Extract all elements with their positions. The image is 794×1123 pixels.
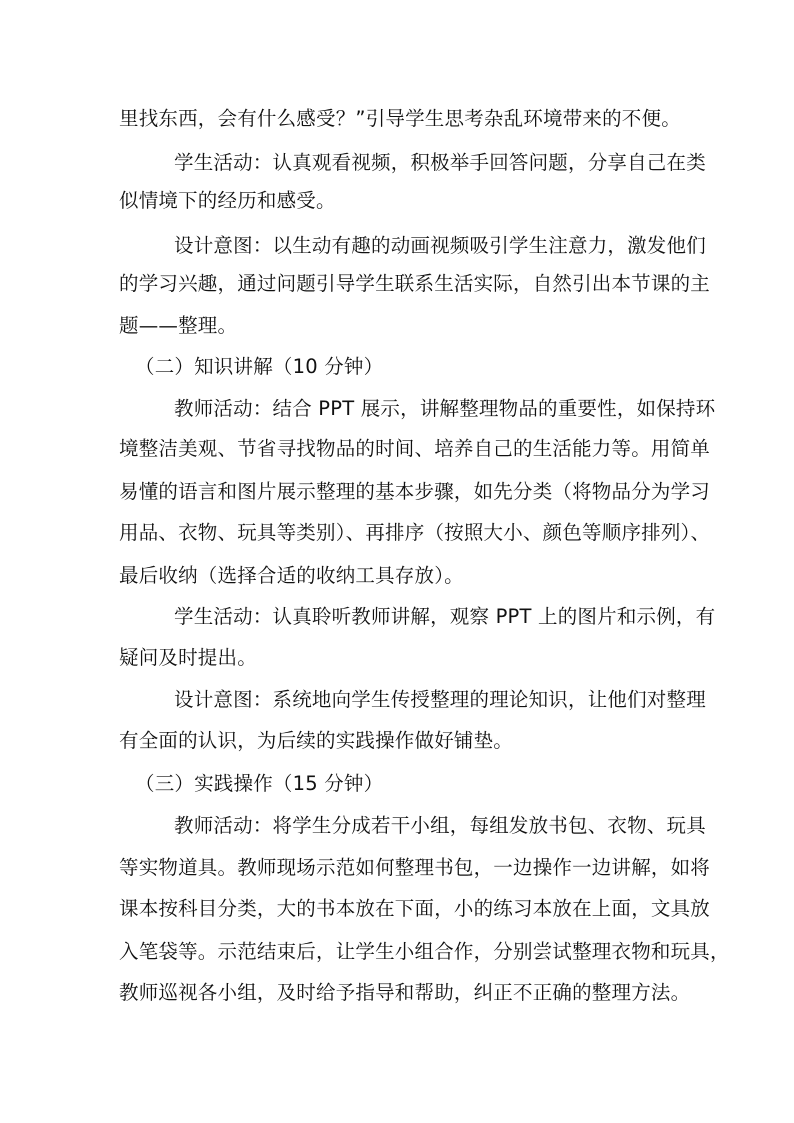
text-line: 里找东西，会有什么感受？”引导学生思考杂乱环境带来的不便。: [119, 107, 681, 130]
text-line: 课本按科目分类，大的书本放在下面，小的练习本放在上面，文具放: [119, 897, 711, 920]
text-line: 最后收纳（选择合适的收纳工具存放）。: [119, 564, 464, 587]
section-heading: （二）知识讲解（10 分钟）: [135, 355, 384, 378]
text-line: 题——整理。: [119, 314, 238, 337]
section-heading: （三）实践操作（15 分钟）: [135, 772, 384, 795]
text-line: 境整洁美观、节省寻找物品的时间、培养自己的生活能力等。用简单: [119, 437, 711, 460]
text-line: 有全面的认识，为后续的实践操作做好铺垫。: [119, 729, 514, 752]
text-line: 易懂的语言和图片展示整理的基本步骤，如先分类（将物品分为学习: [119, 480, 711, 503]
text-line: 设计意图：以生动有趣的动画视频吸引学生注意力，激发他们: [174, 234, 706, 257]
text-line: 教师活动：结合 PPT 展示，讲解整理物品的重要性，如保持环: [174, 397, 716, 420]
text-line: 设计意图：系统地向学生传授整理的理论知识，让他们对整理: [174, 688, 706, 711]
text-line: 用品、衣物、玩具等类别）、再排序（按照大小、颜色等顺序排列）、: [119, 521, 711, 544]
text-line: 教师活动：将学生分成若干小组，每组发放书包、衣物、玩具: [174, 814, 706, 837]
text-line: 学生活动：认真聆听教师讲解，观察 PPT 上的图片和示例，有: [174, 605, 716, 628]
text-line: 疑问及时提出。: [119, 646, 257, 669]
text-line: 的学习兴趣，通过问题引导学生联系生活实际，自然引出本节课的主: [119, 272, 711, 295]
text-line: 似情境下的经历和感受。: [119, 189, 336, 212]
text-line: 等实物道具。教师现场示范如何整理书包，一边操作一边讲解，如将: [119, 856, 711, 879]
text-line: 教师巡视各小组，及时给予指导和帮助，纠正不正确的整理方法。: [119, 981, 691, 1004]
text-line: 入笔袋等。示范结束后，让学生小组合作，分别尝试整理衣物和玩具，: [119, 940, 730, 963]
text-line: 学生活动：认真观看视频，积极举手回答问题，分享自己在类: [174, 151, 706, 174]
